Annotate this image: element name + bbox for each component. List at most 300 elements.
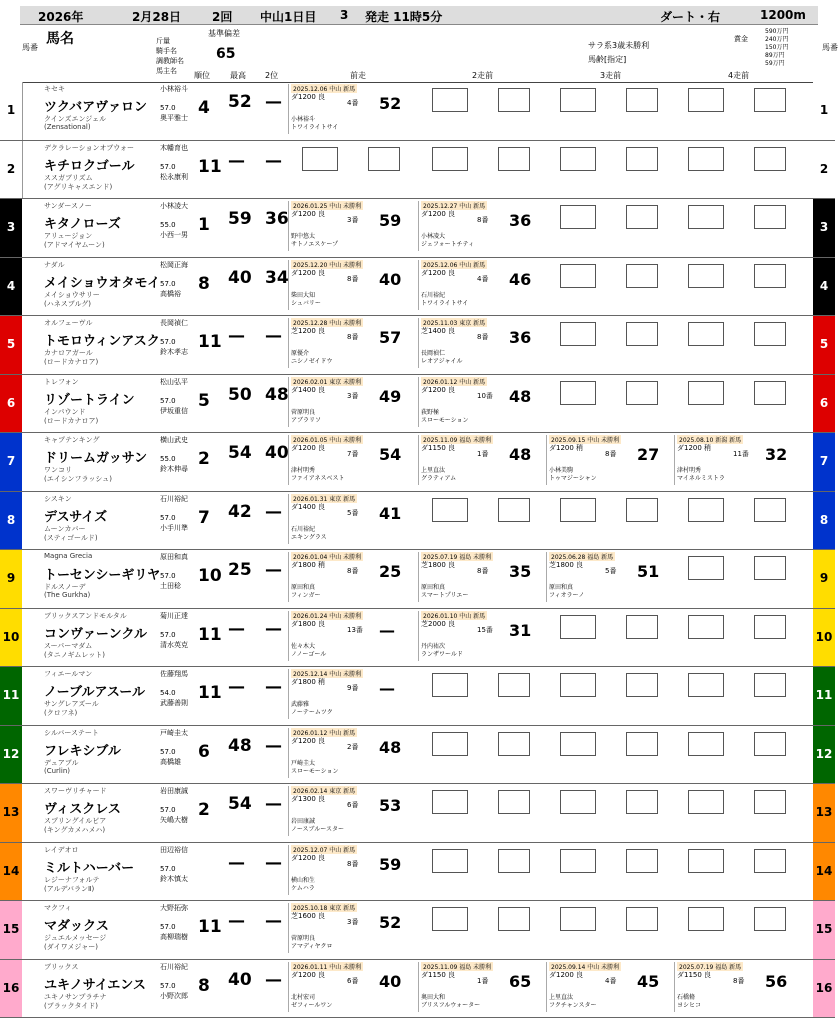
empty-race-box — [754, 732, 786, 756]
empty-race-box — [688, 205, 724, 229]
past-race-gate: 1番 — [477, 450, 489, 458]
empty-race-box — [754, 556, 786, 580]
past-race-date: 2025.12.20 中山 未勝利 — [293, 261, 362, 269]
best-speed: 40 — [228, 267, 252, 288]
post-number-left: 8 — [0, 492, 22, 550]
second-speed: — — [265, 150, 282, 171]
empty-race-box — [754, 615, 786, 639]
empty-race-box — [626, 849, 658, 873]
past-race-jockey: 原優介 — [291, 350, 310, 357]
post-number-left: 14 — [0, 843, 22, 901]
prize-3: 150万円 — [765, 44, 789, 51]
empty-race-box — [688, 498, 724, 522]
past-race-distance: ダ1800 良 — [291, 619, 326, 628]
dam-name: スプリングイルビア — [44, 817, 107, 825]
past-race-gate: 8番 — [477, 567, 489, 575]
horse-row — [0, 550, 835, 609]
past-race-gate: 8番 — [347, 567, 359, 575]
dam-name: レジーナフォルテ — [44, 875, 100, 884]
empty-race-box — [560, 732, 596, 756]
post-number-left: 9 — [0, 550, 22, 608]
second-speed: — — [265, 911, 282, 931]
past-race — [546, 962, 673, 1012]
second-speed: — — [265, 677, 282, 697]
past-race — [418, 552, 545, 602]
past-race-speed: 35 — [509, 562, 532, 581]
empty-race-box — [560, 907, 596, 931]
empty-race-box — [498, 498, 530, 522]
empty-race-box — [498, 147, 530, 171]
kai: 2回 — [212, 10, 233, 24]
past-race — [288, 318, 415, 368]
horse-name: ユキノサイエンス — [44, 977, 146, 993]
past-race-rival: サトノエスケープ — [291, 241, 339, 248]
sire-name: ブリックス — [44, 962, 79, 971]
post-number-left: 1 — [0, 82, 23, 140]
umaban-head-right: 馬番 — [822, 43, 838, 52]
rank-value: 7 — [198, 507, 210, 528]
second-speed: — — [265, 501, 282, 522]
damsire-name: (アグリキャスエンド) — [44, 182, 113, 191]
trainer-name: 鈴木慎太 — [160, 874, 188, 883]
race-class: サラ系3歳未勝利 — [588, 41, 650, 50]
prev4-head: 4走前 — [728, 71, 750, 80]
past-race-gate: 3番 — [347, 216, 359, 224]
dam-name: インパウンド — [44, 407, 86, 416]
rank-value: 1 — [198, 215, 210, 235]
past-race-jockey: 原田和真 — [291, 584, 316, 591]
post-number-right: 10 — [813, 609, 835, 667]
rank-head: 順位 — [194, 71, 210, 80]
prize-label: 賞金 — [734, 35, 748, 43]
empty-race-box — [626, 205, 658, 229]
past-race-date: 2025.08.10 新潟 新馬 — [679, 437, 742, 444]
surface: ダート・右 — [660, 10, 721, 24]
empty-race-box — [498, 849, 530, 873]
post-number-left: 15 — [0, 901, 22, 959]
empty-race-box — [560, 381, 596, 405]
empty-race-box — [688, 88, 724, 112]
past-race-speed: 52 — [379, 94, 402, 113]
empty-race-box — [432, 907, 468, 931]
weight-value: 57.0 — [160, 572, 176, 580]
past-race-gate: 2番 — [347, 742, 359, 751]
dam-name: メイショウサリー — [44, 290, 100, 299]
post-number-left: 11 — [0, 667, 22, 725]
rank-value: 10 — [198, 566, 222, 586]
empty-race-box — [688, 615, 724, 639]
empty-race-box — [560, 673, 596, 697]
past-race-jockey: 原田和真 — [421, 584, 446, 591]
past-race-rival: ヨシヒコ — [677, 1001, 702, 1009]
past-race-date: 2026.01.25 中山 未勝利 — [293, 203, 362, 210]
jockey-name: 菊川正達 — [160, 611, 188, 620]
past-race-speed: — — [379, 679, 395, 698]
rank-value: 6 — [198, 741, 210, 762]
jockey-name: 戸崎圭太 — [160, 728, 188, 737]
empty-race-box — [688, 264, 724, 288]
past-race-date: 2025.06.28 福島 新馬 — [551, 554, 614, 561]
post-number-right: 4 — [813, 258, 835, 316]
second-speed: — — [265, 326, 282, 346]
past-race-speed: 48 — [379, 737, 402, 757]
damsire-name: (アルデバランⅡ) — [44, 884, 95, 893]
past-race-distance: ダ1200 良 — [421, 385, 456, 394]
past-race-distance: ダ1150 良 — [421, 444, 456, 452]
past-race-date: 2025.11.09 福島 未勝利 — [423, 437, 492, 444]
empty-race-box — [754, 381, 786, 405]
post-number-left: 13 — [0, 784, 22, 842]
best-speed: 48 — [228, 735, 252, 756]
past-race-rival: スローモーション — [291, 767, 339, 775]
post-number-left: 4 — [0, 258, 22, 316]
past-race-jockey: 柴田大知 — [291, 291, 316, 299]
second-head: 2位 — [265, 71, 279, 80]
trainer-name: 高橋雄 — [160, 757, 181, 766]
past-race-date: 2025.12.14 中山 未勝利 — [293, 671, 362, 678]
empty-race-box — [626, 673, 658, 697]
rank-value: 8 — [198, 975, 210, 996]
empty-race-box — [688, 790, 724, 814]
venue: 中山1日目 — [260, 10, 317, 24]
past-race-speed: 41 — [379, 503, 402, 523]
past-race-distance: 芝1400 良 — [421, 327, 456, 335]
best-speed: 50 — [228, 384, 252, 405]
prize-2: 240万円 — [765, 36, 789, 43]
past-race — [418, 318, 545, 368]
past-race-date: 2026.02.14 東京 新馬 — [293, 788, 356, 795]
past-race-speed: 59 — [379, 211, 402, 230]
past-race-distance: ダ1200 稍 — [677, 444, 712, 452]
post-number-left: 6 — [0, 375, 22, 433]
prize-1: 590万円 — [765, 28, 789, 35]
past-race — [418, 260, 545, 310]
empty-race-box — [498, 88, 530, 112]
horse-name: ノーブルアスール — [44, 685, 146, 700]
empty-race-box — [754, 673, 786, 697]
distance: 1200m — [760, 8, 806, 22]
horse-name: ドリームガッサン — [44, 451, 148, 466]
past-race-distance: ダ1150 良 — [421, 970, 456, 979]
past-race-jockey: 戸崎圭太 — [291, 759, 316, 767]
past-race-date: 2025.12.06 中山 新馬 — [423, 261, 486, 269]
empty-race-box — [754, 849, 786, 873]
horse-row — [0, 960, 835, 1019]
empty-race-box — [498, 732, 530, 756]
second-speed: 40 — [265, 443, 289, 463]
past-race-jockey: 長岡禎仁 — [421, 350, 446, 357]
sire-name: サンダースノー — [44, 202, 92, 210]
trainer-name: 武藤善則 — [160, 699, 188, 707]
jockey-name: 佐藤翔馬 — [160, 670, 188, 678]
past-race-gate: 8番 — [605, 450, 617, 458]
horse-row — [0, 82, 835, 141]
past-race — [418, 435, 545, 485]
race-condition: 馬齢[指定] — [588, 55, 627, 64]
past-race-distance: ダ1400 良 — [291, 502, 326, 511]
past-race-jockey: 荻野極 — [421, 408, 440, 416]
past-race-gate: 3番 — [347, 391, 359, 400]
rank-value: 2 — [198, 449, 210, 469]
rank-value: 11 — [198, 683, 222, 703]
base-speed-head: 基準偏差 — [208, 29, 240, 38]
past-race-jockey: 横山和生 — [291, 876, 316, 884]
trainer-name: 土田稔 — [160, 582, 181, 590]
empty-race-box — [754, 88, 786, 112]
past-race-speed: 31 — [509, 620, 532, 640]
damsire-name: (スティゴールド) — [44, 533, 98, 542]
past-race-rival: ゼフィールワン — [291, 1001, 333, 1009]
past-race-date: 2026.02.01 東京 未勝利 — [293, 378, 362, 386]
race-number: 3 — [340, 8, 349, 22]
empty-race-box — [368, 147, 400, 171]
past-race-distance: ダ1200 良 — [421, 268, 456, 277]
dam-name: ススガブリズム — [44, 173, 93, 182]
weight-value: 57.0 — [160, 923, 176, 931]
past-race-speed: 36 — [509, 328, 532, 347]
past-race-date: 2026.01.12 中山 新馬 — [423, 378, 486, 386]
umaban-head: 馬番 — [22, 43, 38, 52]
jockey-name: 大野拓弥 — [160, 904, 188, 912]
trainer-name: 鈴木伸尋 — [160, 465, 188, 473]
second-speed: — — [265, 618, 282, 639]
post-number-left: 12 — [0, 726, 22, 784]
past-race-speed: 48 — [509, 386, 532, 406]
past-race — [546, 552, 673, 602]
past-race — [288, 260, 415, 310]
past-race-speed: 56 — [765, 971, 788, 991]
past-race-gate: 13番 — [347, 625, 363, 634]
rank-value: 5 — [198, 390, 210, 411]
past-race-date: 2026.01.10 中山 新馬 — [423, 612, 486, 620]
sire-name: ナダル — [44, 260, 65, 269]
best-speed: 42 — [228, 501, 252, 522]
jockey-name: 木幡育也 — [160, 143, 188, 152]
empty-race-box — [560, 88, 596, 112]
empty-race-box — [688, 907, 724, 931]
past-race-rival: ノノーゴール — [291, 650, 327, 658]
second-speed: — — [265, 852, 282, 873]
prev2-head: 2走前 — [472, 71, 494, 80]
sire-name: フィエールマン — [44, 670, 93, 678]
past-race-jockey: 原田和真 — [549, 584, 574, 591]
past-race-distance: ダ1200 良 — [291, 93, 326, 101]
past-race-gate: 6番 — [347, 976, 359, 985]
sire-name: デクラレーションオブウォー — [44, 143, 134, 152]
past-race-rival: アマディヤクロ — [291, 943, 333, 950]
past-race-rival: エキングラス — [291, 533, 327, 541]
date: 2月28日 — [132, 10, 182, 24]
past-race-distance: 芝1800 良 — [549, 561, 584, 569]
empty-race-box — [626, 615, 658, 639]
horse-row — [0, 843, 835, 902]
past-race-rival: ジェフォートチティ — [421, 241, 475, 248]
empty-race-box — [432, 849, 468, 873]
damsire-name: (キングカメハメハ) — [44, 826, 106, 834]
past-race-distance: ダ1300 良 — [291, 795, 326, 803]
empty-race-box — [754, 907, 786, 931]
past-race-speed: 45 — [637, 971, 660, 991]
sire-name: オルフェーヴル — [44, 319, 93, 327]
trainer-name: 奥平雅士 — [160, 114, 188, 122]
second-speed: — — [265, 735, 282, 756]
horse-name: コンヴァーンクル — [44, 626, 147, 642]
empty-race-box — [432, 498, 468, 522]
past-race-rival: フィンガー — [291, 592, 321, 599]
past-race-date: 2025.07.19 福島 未勝利 — [423, 554, 492, 561]
horse-name: メイショウオタモイ — [44, 275, 161, 291]
past-race — [288, 552, 415, 602]
trainer-name: 小西一男 — [160, 231, 188, 239]
past-race-date: 2025.07.19 福島 新馬 — [679, 963, 742, 971]
past-race-date: 2025.12.07 中山 新馬 — [293, 846, 356, 854]
dam-name: ワンコリ — [44, 466, 72, 474]
past-race-rival: トゥマジーシャン — [549, 475, 597, 482]
horse-row — [0, 375, 835, 434]
dam-name: デュアブル — [44, 758, 79, 767]
post-number-right: 3 — [813, 199, 835, 257]
empty-race-box — [754, 790, 786, 814]
rank-value: 8 — [198, 273, 210, 294]
past-race-jockey: 小林美駒 — [549, 467, 574, 474]
past-race-distance: ダ1200 良 — [291, 853, 326, 862]
dam-name: カナロアガール — [44, 349, 93, 357]
base-speed-value: 65 — [216, 46, 236, 62]
past-race-gate: 8番 — [347, 859, 359, 868]
past-race-gate: 4番 — [347, 99, 359, 107]
post-number-left: 2 — [0, 141, 23, 199]
past-race-speed: 65 — [509, 971, 532, 991]
past-race-gate: 8番 — [347, 274, 359, 283]
dam-name: ユキノサンプラチナ — [44, 992, 107, 1001]
horse-row — [0, 609, 835, 668]
horse-row — [0, 726, 835, 785]
past-race — [418, 377, 545, 427]
sire-name: キセキ — [44, 85, 65, 93]
weight-value: 57.0 — [160, 513, 176, 522]
past-race-rival: スローモーション — [421, 416, 469, 424]
jockey-name: 石川裕紀 — [160, 494, 188, 503]
horse-row — [0, 492, 835, 551]
past-race-speed: 32 — [765, 445, 788, 464]
post-number-right: 11 — [813, 667, 835, 725]
past-race-speed: 51 — [637, 562, 660, 581]
past-race — [288, 435, 415, 485]
past-race-rival: グラティアム — [421, 475, 457, 482]
horse-row — [0, 316, 835, 375]
past-race-date: 2026.01.04 中山 未勝利 — [293, 554, 362, 561]
empty-race-box — [498, 673, 530, 697]
past-race-rival: スマートプリエー — [421, 592, 469, 599]
past-race-jockey: 武藤雅 — [291, 701, 310, 708]
past-race-rival: ブリスフルウォーター — [421, 1001, 481, 1009]
past-race-speed: 27 — [637, 445, 660, 464]
damsire-name: (アドマイヤムーン) — [44, 241, 105, 249]
weight-value: 55.0 — [160, 221, 176, 229]
sire-name: トレフォン — [44, 377, 79, 386]
post-number-right: 7 — [813, 433, 835, 491]
past-race-gate: 6番 — [347, 801, 359, 809]
jockey-name: 松山弘平 — [160, 377, 188, 386]
past-race-date: 2026.01.24 中山 未勝利 — [293, 612, 362, 620]
trainer-name: 鈴木孝志 — [160, 348, 188, 356]
damsire-name: (エイシンフラッシュ) — [44, 475, 113, 483]
jockey-name: 横山武史 — [160, 436, 188, 444]
past-race-rival: アブラリソ — [291, 416, 322, 424]
weight-value: 57.0 — [160, 630, 176, 639]
post-number-right: 1 — [813, 82, 835, 140]
jockey-name: 長岡禎仁 — [160, 319, 188, 327]
empty-race-box — [754, 264, 786, 288]
past-race-speed: 48 — [509, 445, 532, 464]
post-number-right: 2 — [813, 141, 835, 199]
trainer-name: 伊坂重信 — [160, 406, 188, 415]
weight-value: 57.0 — [160, 806, 176, 814]
past-race — [418, 962, 545, 1012]
empty-race-box — [626, 88, 658, 112]
past-race — [288, 962, 415, 1012]
horse-name: ミルトハーバー — [44, 860, 135, 876]
past-race-distance: ダ1200 良 — [291, 268, 326, 277]
horse-name: キチロクゴール — [44, 158, 135, 174]
jockey-name: 田辺裕信 — [160, 845, 188, 854]
past-race-distance: ダ1200 良 — [291, 444, 326, 452]
jockey-name: 松岡正海 — [160, 260, 188, 269]
sire-name: Magna Grecia — [44, 552, 93, 560]
best-speed: — — [228, 150, 245, 171]
horse-row — [0, 784, 835, 843]
damsire-name: (タニノギムレット) — [44, 650, 106, 659]
past-race-speed: 40 — [379, 971, 402, 991]
past-race-distance: ダ1200 良 — [291, 970, 326, 979]
horse-name: トモロウィンアスク — [44, 334, 160, 349]
past-race — [288, 786, 415, 836]
trainer-name: 高柳瑞樹 — [160, 933, 188, 941]
damsire-name: (ロードカナロア) — [44, 358, 99, 366]
race-header — [20, 6, 818, 25]
weight-value: 55.0 — [160, 455, 176, 463]
past-race — [288, 377, 415, 427]
past-race-rival: シュバリー — [291, 299, 321, 307]
empty-race-box — [626, 907, 658, 931]
jockey-name: 岩田康誠 — [160, 787, 188, 795]
second-speed: — — [265, 560, 282, 580]
past-race-rival: ケムハラ — [291, 884, 315, 892]
horse-name: キタノローズ — [44, 217, 121, 232]
second-speed: — — [265, 92, 282, 112]
jockey-name: 小林凌大 — [160, 202, 188, 210]
past-race-date: 2025.11.03 東京 新馬 — [423, 320, 486, 327]
dam-name: ドルスノーデ — [44, 583, 86, 591]
past-race-gate: 1番 — [477, 976, 489, 985]
post-number-left: 16 — [0, 960, 22, 1018]
past-race-jockey: 菅原明良 — [291, 408, 316, 416]
past-race-distance: ダ1800 稍 — [291, 561, 326, 569]
jockey-name: 石川裕紀 — [160, 962, 188, 971]
rank-value: 4 — [198, 98, 210, 118]
trainer-name: 松永康利 — [160, 172, 188, 181]
past-race-jockey: 小林凌大 — [421, 233, 446, 240]
past-race-jockey: 北村宏司 — [291, 993, 316, 1001]
horse-row — [0, 141, 835, 200]
past-race-gate: 8番 — [477, 333, 489, 341]
sire-name: ブリックスアンドモルタル — [44, 611, 127, 620]
past-race-gate: 11番 — [733, 450, 749, 458]
past-race-jockey: 野中悠太 — [291, 233, 316, 240]
weight-value: 57.0 — [160, 864, 176, 873]
weight-value: 57.0 — [160, 396, 176, 405]
damsire-name: (ハネスブルグ) — [44, 299, 92, 308]
